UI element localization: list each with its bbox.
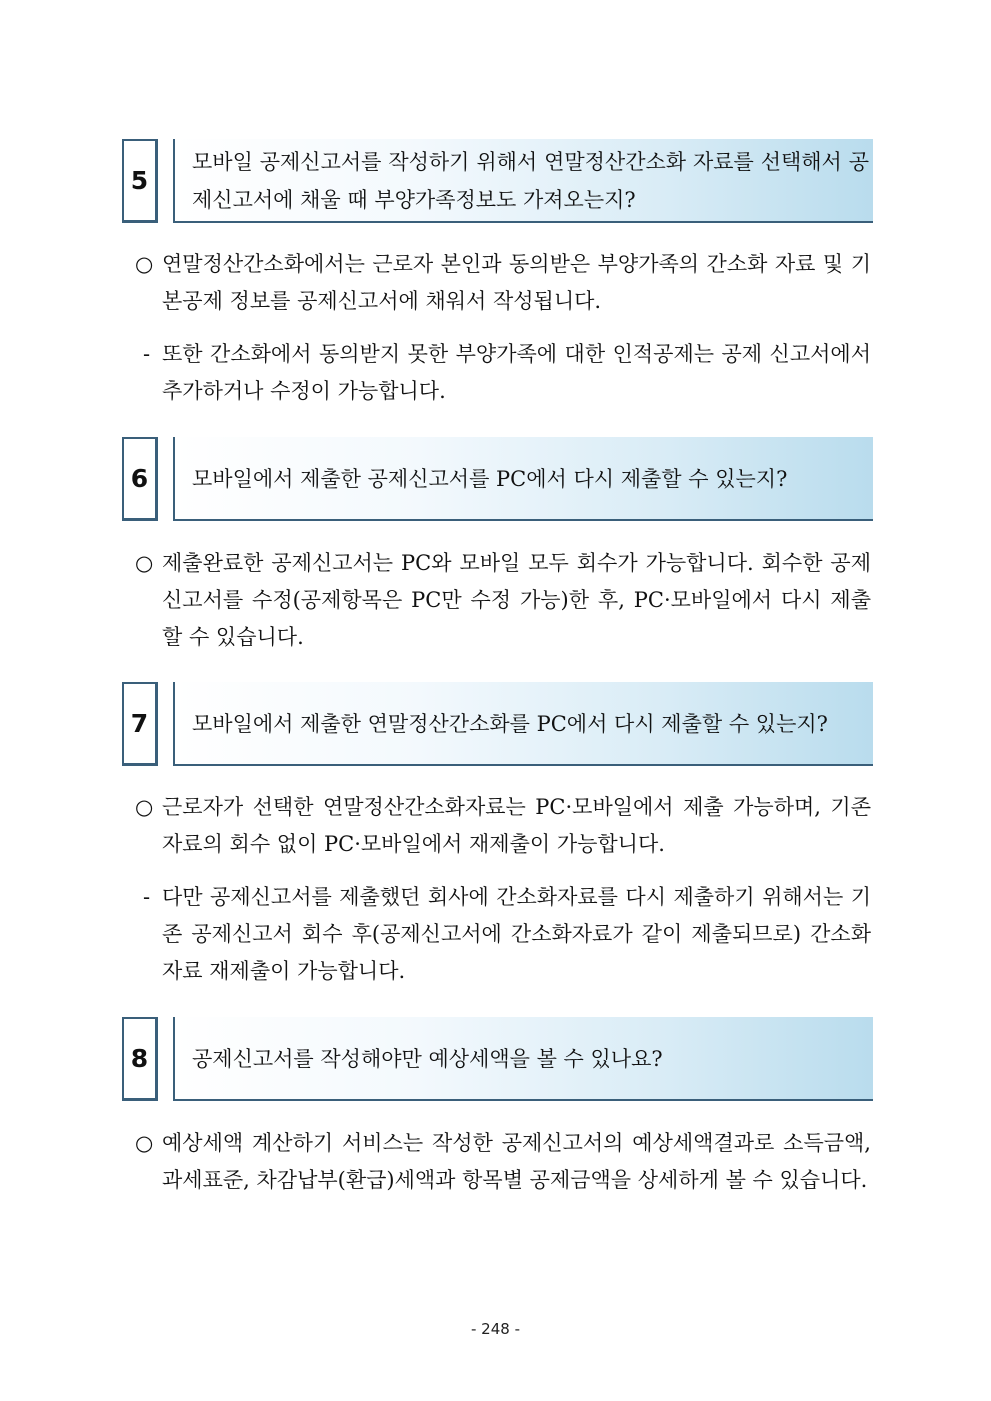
question-header-5 [122,139,873,223]
question-header-8 [122,1017,873,1101]
question-number: 7 [122,682,158,766]
question-text: 공제신고서를 작성해야만 예상세액을 볼 수 있나요? [192,1047,663,1071]
question-header-7 [122,682,873,766]
question-number: 6 [122,437,158,521]
page-number: - 248 - [471,1320,520,1338]
answer-sub: - 다만 공제신고서를 제출했던 회사에 간소화자료를 다시 제출하기 위해서는 기존 공제신고서 회수 후(공제신고서에 간소화자료가 같이 제출되므로) 간소화자료 재제출이 가능합니다. [135,879,871,990]
answer-5 [135,246,871,410]
answer-6 [135,545,871,656]
answer-main: ○ 제출완료한 공제신고서는 PC와 모바일 모두 회수가 가능합니다. 회수한 공제신고서를 수정(공제항목은 PC만 수정 가능)한 후, PC·모바일에서 다시 제출할 수 있습니다. [135,545,871,656]
answer-main: ○ 연말정산간소화에서는 근로자 본인과 동의받은 부양가족의 간소화 자료 및 기본공제 정보를 공제신고서에 채워서 작성됩니다. [135,246,871,320]
question-text: 모바일에서 제출한 공제신고서를 PC에서 다시 제출할 수 있는지? [192,467,788,491]
answer-8 [135,1125,871,1199]
question-text: 모바일에서 제출한 연말정산간소화를 PC에서 다시 제출할 수 있는지? [192,712,828,736]
answer-sub: - 또한 간소화에서 동의받지 못한 부양가족에 대한 인적공제는 공제 신고서에서 추가하거나 수정이 가능합니다. [135,336,871,410]
answer-main: ○ 예상세액 계산하기 서비스는 작성한 공제신고서의 예상세액결과로 소득금액, 과세표준, 차감납부(환급)세액과 항목별 공제금액을 상세하게 볼 수 있습니다. [135,1125,871,1199]
answer-main: ○ 근로자가 선택한 연말정산간소화자료는 PC·모바일에서 제출 가능하며, 기존자료의 회수 없이 PC·모바일에서 재제출이 가능합니다. [135,789,871,863]
question-text: 모바일 공제신고서를 작성하기 위해서 연말정산간소화 자료를 선택해서 공제신고서에 채울 때 부양가족정보도 가져오는지? [192,150,869,212]
question-number: 5 [122,139,158,223]
answer-7 [135,789,871,990]
question-header-6 [122,437,873,521]
question-number: 8 [122,1017,158,1101]
